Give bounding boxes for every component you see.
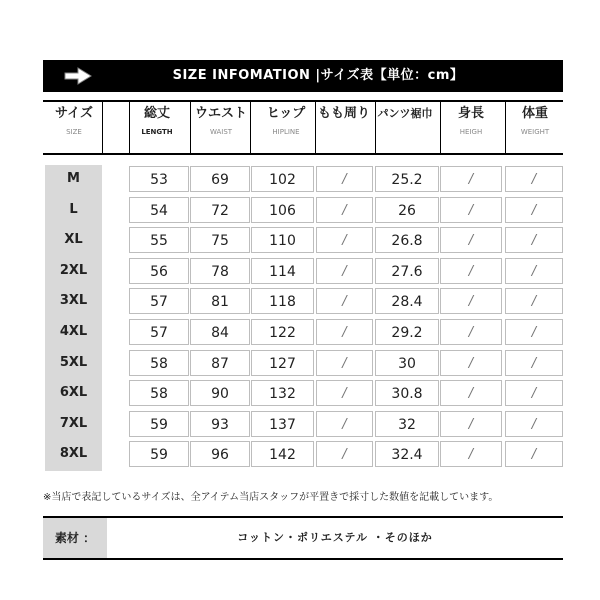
cell-hipline: 118 [251,288,314,314]
table-row [0,196,600,224]
cell-thigh: / [316,166,373,192]
measurement-note: ※当店で表記しているサイズは、全アイテム当店スタッフが平置きで採寸した数値を記載しています。 [43,492,499,503]
cell-thigh: / [316,288,373,314]
size-label: L [69,201,78,217]
size-label: 2XL [59,262,88,278]
cell-waist: 78 [190,258,250,284]
cell-waist: 93 [190,411,250,437]
table-row [0,440,600,468]
cell-weight: / [505,350,563,376]
cell-weight: / [505,197,563,223]
cell-weight: / [505,166,563,192]
column-header-sublabel: WEIGHT [520,128,550,136]
cell-weight: / [505,288,563,314]
cell-length: 57 [129,288,189,314]
cell-thigh: / [316,350,373,376]
column-header-label: 体重 [521,106,548,121]
cell-length: 53 [129,166,189,192]
cell-length: 55 [129,227,189,253]
cell-hipline: 137 [251,411,314,437]
size-label: 6XL [59,385,88,401]
table-row [0,257,600,285]
cell-waist: 84 [190,319,250,345]
cell-length: 59 [129,441,189,467]
cell-height: / [440,227,502,253]
cell-hem-width: 29.2 [375,319,439,345]
size-label: 4XL [59,324,88,339]
size-label: 3XL [59,293,88,309]
cell-hem-width: 30 [375,350,439,376]
cell-thigh: / [316,411,373,437]
column-header [500,104,570,138]
header-top-rule [43,100,563,102]
cell-length: 58 [129,350,189,376]
cell-hipline: 127 [251,350,314,376]
cell-waist: 69 [190,166,250,192]
cell-hem-width: 30.8 [375,380,439,406]
cell-waist: 75 [190,227,250,253]
cell-thigh: / [316,227,373,253]
cell-height: / [440,197,502,223]
size-label: 5XL [59,354,88,370]
cell-weight: / [505,411,563,437]
cell-weight: / [505,258,563,284]
cell-length: 57 [129,319,189,345]
cell-thigh: / [316,258,373,284]
column-header-sublabel: LENGTH [141,128,173,136]
cell-height: / [440,411,502,437]
material-label: 素材 ： [43,518,107,558]
cell-hem-width: 27.6 [375,258,439,284]
cell-height: / [440,319,502,345]
table-row [0,226,600,254]
cell-length: 54 [129,197,189,223]
cell-length: 56 [129,258,189,284]
cell-weight: / [505,441,563,467]
table-row [0,349,600,377]
cell-height: / [440,288,502,314]
table-row [0,165,600,193]
column-header-label: 身長 [457,106,484,121]
column-header-sublabel: SIZE [66,128,82,136]
cell-waist: 90 [190,380,250,406]
size-label: 8XL [59,446,88,462]
size-label: XL [64,232,83,248]
cell-hipline: 122 [251,319,314,345]
size-info-banner [43,60,563,92]
cell-hem-width: 26.8 [375,227,439,253]
cell-weight: / [505,319,563,345]
size-label: M [67,171,80,186]
column-header-sublabel: HEIGH [459,128,483,136]
cell-hipline: 114 [251,258,314,284]
table-row [0,287,600,315]
column-header-sublabel: WAIST [209,128,233,136]
cell-hem-width: 28.4 [375,288,439,314]
header-bottom-rule [43,153,563,155]
column-header [122,104,192,138]
cell-weight: / [505,380,563,406]
column-header [309,104,379,126]
cell-hem-width: 32.4 [375,441,439,467]
material-value: コットン・ポリエステル ・そのほか [237,531,433,544]
material-row [43,516,563,560]
column-header [186,104,256,138]
column-header-label: 総丈 [143,106,170,121]
size-label: 7XL [59,415,88,431]
cell-waist: 96 [190,441,250,467]
table-row [0,318,600,346]
cell-thigh: / [316,197,373,223]
column-header [370,104,440,126]
cell-hipline: 110 [251,227,314,253]
cell-waist: 81 [190,288,250,314]
cell-length: 59 [129,411,189,437]
cell-waist: 87 [190,350,250,376]
cell-hem-width: 26 [375,197,439,223]
cell-height: / [440,166,502,192]
column-header-label: ヒップ [266,106,306,121]
cell-height: / [440,350,502,376]
cell-hipline: 102 [251,166,314,192]
cell-thigh: / [316,380,373,406]
column-header-label: サイズ [55,106,93,121]
cell-waist: 72 [190,197,250,223]
cell-thigh: / [316,441,373,467]
cell-hipline: 106 [251,197,314,223]
cell-hem-width: 25.2 [375,166,439,192]
cell-height: / [440,441,502,467]
table-row [0,410,600,438]
column-header [436,104,506,138]
column-header-label: パンツ裾巾 [377,107,433,120]
cell-height: / [440,380,502,406]
cell-hipline: 132 [251,380,314,406]
column-header-label: もも周り [317,106,370,121]
cell-length: 58 [129,380,189,406]
cell-weight: / [505,227,563,253]
banner-title: SIZE INFOMATION |サイズ表【単位：cm】 [172,68,464,83]
cell-hipline: 142 [251,441,314,467]
cell-thigh: / [316,319,373,345]
column-header-sublabel: HIPLINE [272,128,300,136]
cell-height: / [440,258,502,284]
cell-hem-width: 32 [375,411,439,437]
table-row [0,379,600,407]
column-header-label: ウエスト [194,106,247,121]
column-header [39,104,109,138]
